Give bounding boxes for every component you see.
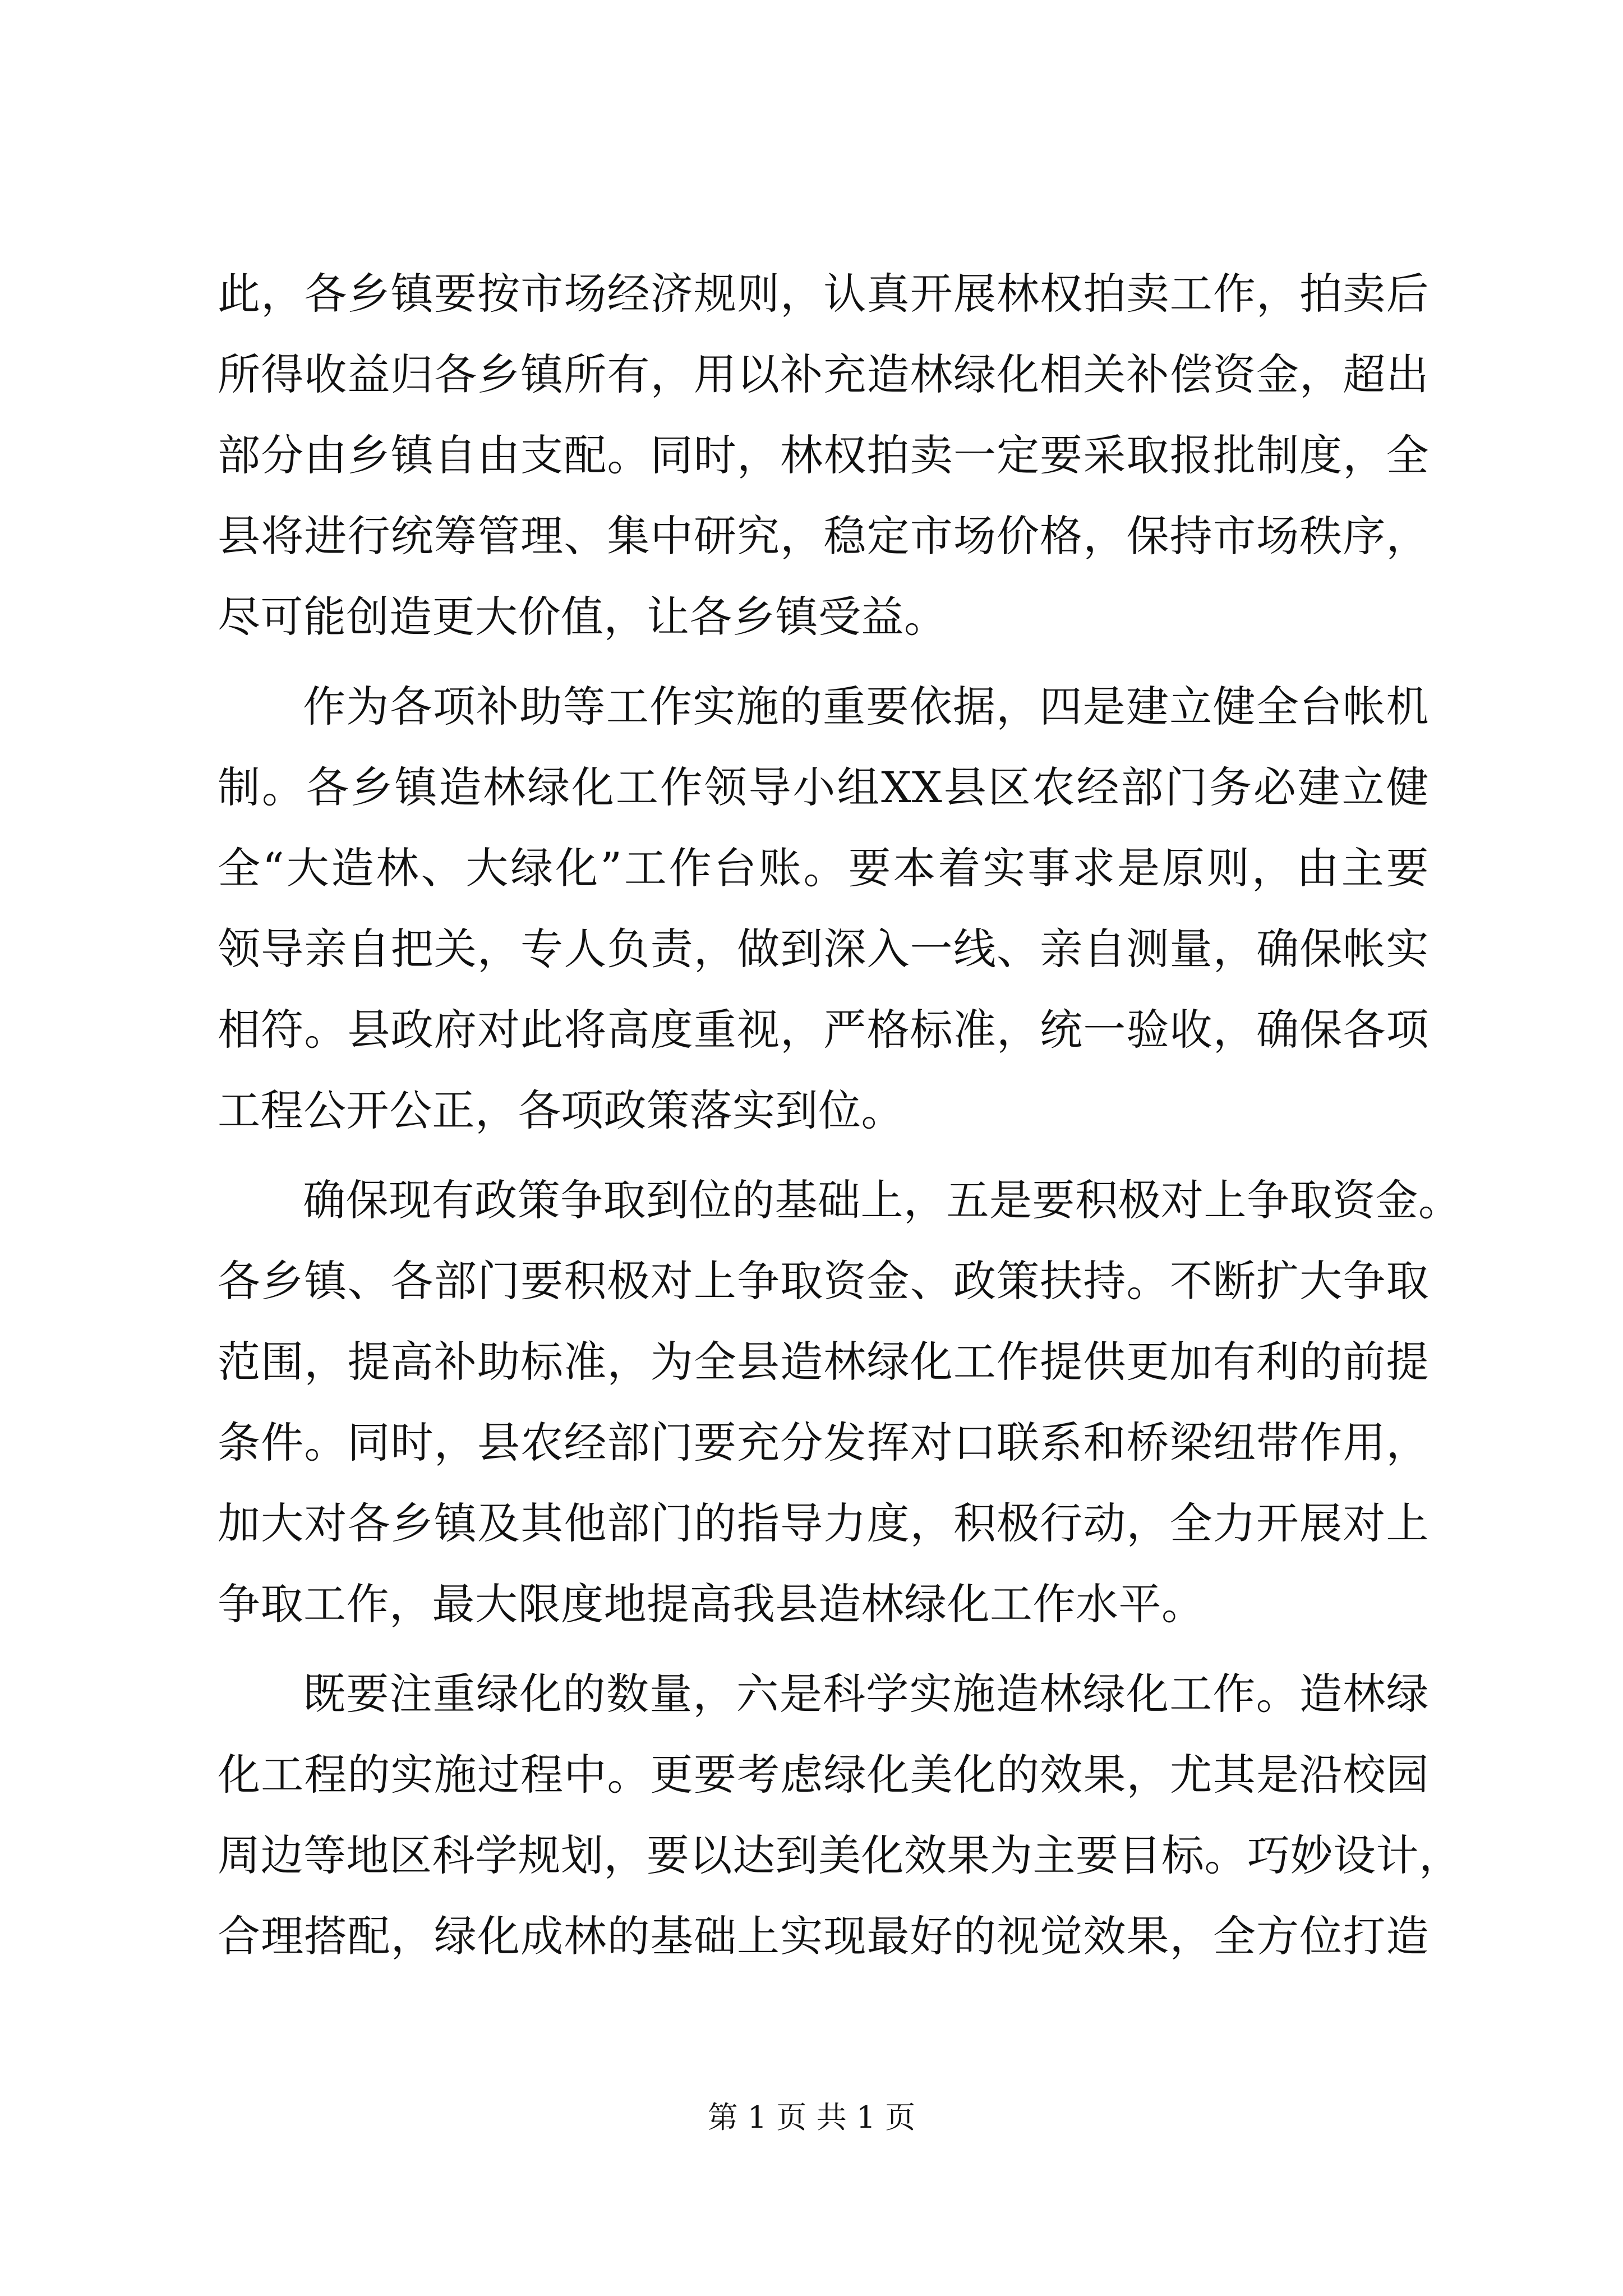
text-line: 所得收益归各乡镇所有，用以补充造林绿化相关补偿资金，超出 <box>218 349 1429 399</box>
text-line: 各乡镇、各部门要积极对上争取资金、政策扶持。不断扩大争取 <box>218 1256 1429 1306</box>
document-body <box>218 254 1462 1977</box>
paragraph <box>218 254 1429 657</box>
text-line: 此，各乡镇要按市场经济规则，认真开展林权拍卖工作，拍卖后 <box>218 269 1429 319</box>
text-line: 制。各乡镇造林绿化工作领导小组XX县区农经部门务必建立健 <box>218 762 1429 812</box>
text-line: 确保现有政策争取到位的基础上，五是要积极对上争取资金。 <box>303 1175 1461 1225</box>
text-line: 加大对各乡镇及其他部门的指导力度，积极行动，全力开展对上 <box>218 1498 1429 1548</box>
paragraph-gap <box>218 1645 1429 1654</box>
paragraph <box>218 666 1429 1151</box>
text-line: 相符。县政府对此将高度重视，严格标准，统一验收，确保各项 <box>218 1005 1429 1055</box>
paragraph <box>218 1160 1461 1645</box>
paragraph-gap <box>218 657 1429 666</box>
paragraph <box>218 1654 1462 1977</box>
text-line: 尽可能创造更大价值，让各乡镇受益。 <box>218 592 947 642</box>
text-line: 部分由乡镇自由支配。同时，林权拍卖一定要采取报批制度，全 <box>218 430 1429 480</box>
text-line: 周边等地区科学规划，要以达到美化效果为主要目标。巧妙设计， <box>218 1830 1462 1880</box>
text-line: 工程公开公正，各项政策落实到位。 <box>218 1085 904 1135</box>
paragraph-gap <box>218 1151 1429 1160</box>
text-line: 既要注重绿化的数量，六是科学实施造林绿化工作。造林绿 <box>303 1669 1429 1719</box>
text-line: 争取工作，最大限度地提高我县造林绿化工作水平。 <box>218 1579 1205 1629</box>
text-line: 化工程的实施过程中。更要考虑绿化美化的效果，尤其是沿校园 <box>218 1750 1429 1800</box>
text-line: 全“大造林、大绿化”工作台账。要本着实事求是原则，由主要 <box>218 843 1429 893</box>
page-footer <box>0 2095 1623 2140</box>
text-line: 合理搭配，绿化成林的基础上实现最好的视觉效果，全方位打造 <box>218 1911 1429 1961</box>
page-number-label: 第 1 页 共 1 页 <box>707 2100 916 2135</box>
text-line: 领导亲自把关，专人负责，做到深入一线、亲自测量，确保帐实 <box>218 924 1429 974</box>
text-line: 作为各项补助等工作实施的重要依据，四是建立健全台帐机 <box>303 682 1429 731</box>
text-line: 条件。同时，县农经部门要充分发挥对口联系和桥梁纽带作用， <box>218 1418 1429 1467</box>
text-line: 县将进行统筹管理、集中研究，稳定市场价格，保持市场秩序， <box>218 511 1429 561</box>
text-line: 范围，提高补助标准，为全县造林绿化工作提供更加有利的前提 <box>218 1337 1429 1387</box>
